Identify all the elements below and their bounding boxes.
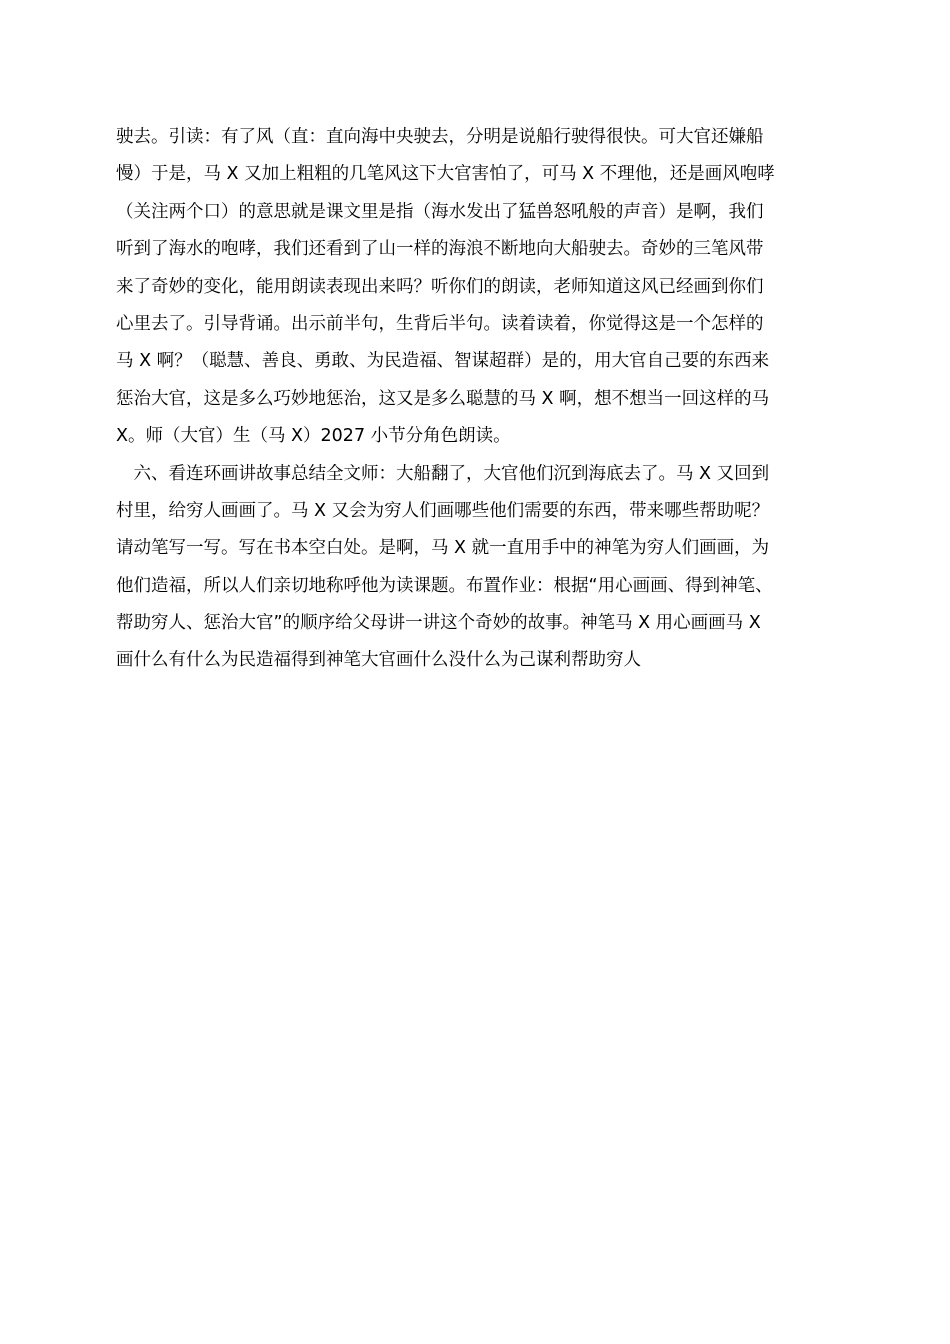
text-line: 他们造福，所以人们亲切地称呼他为读课题。布置作业：根据“用心画画、得到神笔、	[116, 575, 773, 596]
body-text	[116, 119, 856, 680]
text-line: 请动笔写一写。写在书本空白处。是啊，马 X 就一直用手中的神笔为穷人们画画，为	[116, 538, 770, 559]
text-line: 帮助穷人、惩治大官”的顺序给父母讲一讲这个奇妙的故事。神笔马 X 用心画画马 X	[116, 613, 761, 634]
text-line: X。师（大官）生（马 X）2027 小节分角色朗读。	[116, 426, 511, 447]
text-line: 心里去了。引导背诵。出示前半句，生背后半句。读着读着，你觉得这是一个怎样的	[116, 313, 764, 334]
text-line: 马 X 啊？（聪慧、善良、勇敢、为民造福、智谋超群）是的，用大官自己要的东西来	[116, 351, 770, 372]
text-line: 慢）于是，马 X 又加上粗粗的几笔风这下大官害怕了，可马 X 不理他，还是画风咆哮	[116, 164, 775, 185]
text-line: （关注两个口）的意思就是课文里是指（海水发出了猛兽怒吼般的声音）是啊，我们	[116, 201, 764, 222]
text-line: 村里，给穷人画画了。马 X 又会为穷人们画哪些他们需要的东西，带来哪些帮助呢？	[116, 500, 770, 521]
text-line: 画什么有什么为民造福得到神笔大官画什么没什么为己谋利帮助穷人	[116, 650, 641, 671]
text-line: 驶去。引读：有了风（直：直向海中央驶去，分明是说船行驶得很快。可大官还嫌船	[116, 127, 764, 147]
text-line: 惩治大官，这是多么巧妙地惩治，这又是多么聪慧的马 X 啊，想不想当一回这样的马	[116, 388, 770, 409]
text-line: 听到了海水的咆哮，我们还看到了山一样的海浪不断地向大船驶去。奇妙的三笔风带	[116, 239, 764, 260]
text-line: 来了奇妙的变化，能用朗读表现出来吗？听你们的朗读，老师知道这风已经画到你们	[116, 276, 764, 297]
paragraph-start-line: 六、看连环画讲故事总结全文师：大船翻了，大官他们沉到海底去了。马 X 又回到	[116, 463, 770, 484]
